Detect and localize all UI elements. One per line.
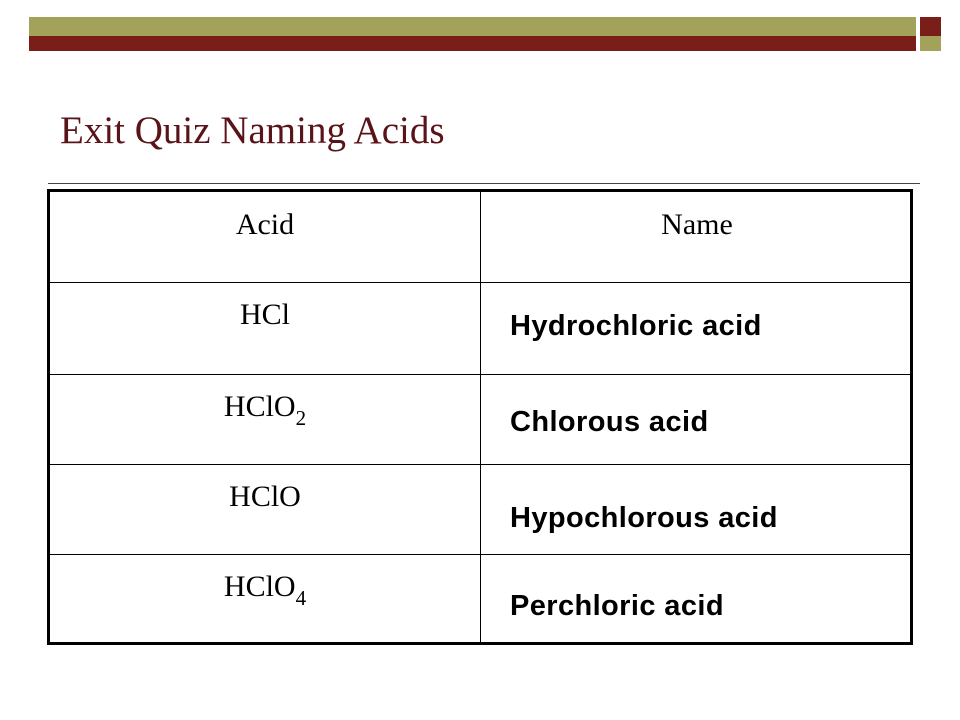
acid-formula-cell [50, 570, 480, 610]
banner-corner-maroon-square [920, 17, 941, 36]
acid-naming-table [47, 189, 913, 645]
banner-corner-olive-square [920, 36, 941, 51]
formula-subscript: 4 [295, 586, 307, 610]
acid-formula: HClO [223, 390, 296, 423]
acid-formula-cell [50, 390, 480, 430]
acid-formula-cell [50, 298, 480, 332]
header-acid: Acid [235, 208, 295, 241]
acid-name-answer: Perchloric acid [510, 590, 724, 622]
acid-formula-cell [50, 480, 480, 514]
acid-name-answer: Hydrochloric acid [510, 310, 762, 342]
row-divider [50, 374, 910, 375]
acid-name-answer: Chlorous acid [510, 406, 709, 438]
row-divider [50, 554, 910, 555]
header-name: Name [661, 208, 733, 241]
acid-name-answer: Hypochlorous acid [510, 502, 778, 534]
formula-subscript: 2 [295, 406, 307, 430]
acid-formula: HClO [223, 570, 296, 603]
acid-formula: HClO [229, 480, 301, 513]
title-divider [48, 183, 920, 184]
row-divider [50, 282, 910, 283]
row-divider [50, 464, 910, 465]
slide-title: Exit Quiz Naming Acids [60, 109, 445, 152]
banner-maroon-bar [29, 36, 916, 51]
acid-formula: HCl [239, 298, 290, 331]
column-divider [480, 192, 481, 642]
banner-olive-bar [29, 17, 916, 36]
